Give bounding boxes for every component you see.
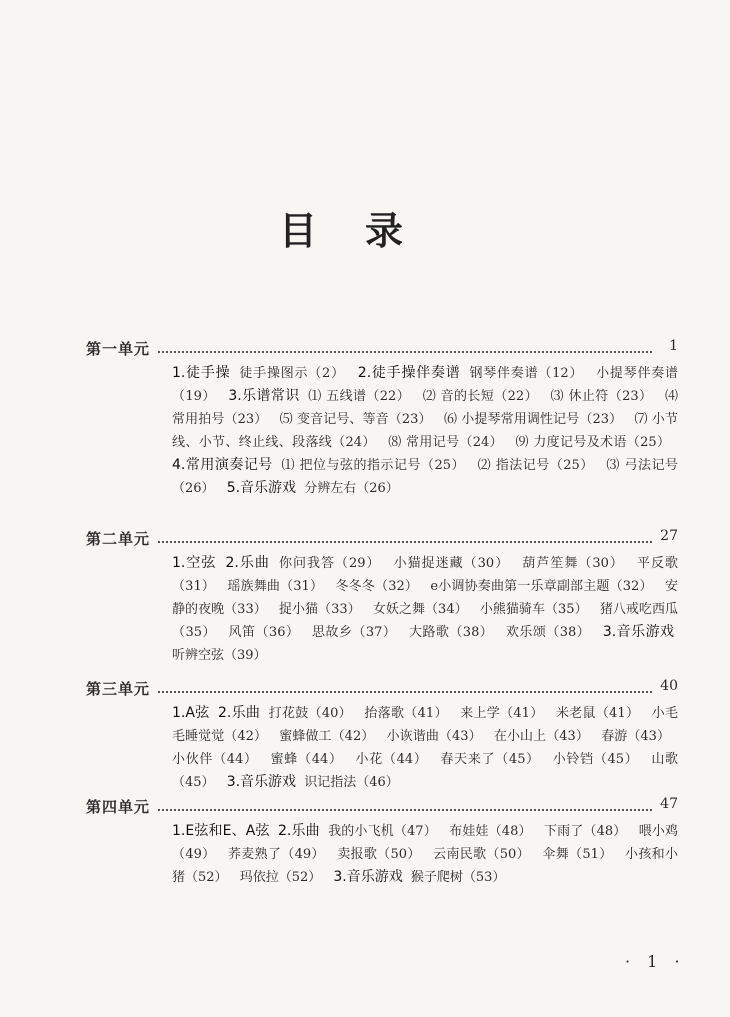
toc-entry: 小诙谐曲（43）: [386, 729, 482, 744]
toc-entry: 荞麦熟了（49）: [227, 847, 325, 862]
toc-entry: 瑶族舞曲（31）: [227, 579, 324, 594]
leader-dots: [158, 541, 652, 543]
unit-1: [86, 338, 678, 500]
toc-entry: 小花（44）: [355, 752, 428, 767]
toc-entry: 钢琴伴奏谱（12）: [469, 366, 584, 381]
toc-entry: 听辨空弦（39）: [172, 648, 267, 663]
toc-entry: ⑶ 弓法记号（26）: [172, 458, 678, 496]
unit-heading: [86, 528, 678, 550]
section-title: 1.A弦: [172, 705, 210, 721]
unit-name: 第四单元: [86, 798, 151, 816]
leader-dots: [158, 691, 652, 693]
toc-entry: 大路歌（38）: [408, 625, 494, 640]
toc-entry: ⑵ 指法记号（25）: [477, 458, 594, 473]
section-title: 2.乐曲: [217, 705, 261, 721]
toc-entry: 小毛毛睡觉觉（42）: [172, 706, 679, 744]
unit-heading: [86, 338, 678, 360]
section-title: 5.音乐游戏: [226, 480, 297, 496]
unit-page-number: 47: [660, 796, 678, 812]
section-title: 1.E弦和E、A弦: [172, 823, 270, 839]
toc-entry: 山歌（45）: [172, 752, 679, 790]
toc-entry: ⑼ 力度记号及术语（25）: [515, 435, 670, 450]
unit-page-number: 1: [669, 338, 678, 354]
toc-entry: 识记指法（46）: [304, 775, 399, 790]
toc-entry: 安静的夜晚（33）: [172, 579, 678, 617]
toc-entry: ⑴ 五线谱（22）: [308, 389, 411, 404]
toc-entry: 猴子爬树（53）: [410, 870, 506, 885]
toc-entry: 徒手操图示（2）: [239, 366, 345, 381]
toc-entry: 米老鼠（41）: [555, 706, 640, 721]
unit-2: [86, 528, 678, 667]
toc-entry: 思故乡（37）: [312, 625, 397, 640]
toc-entry: 玛依拉（52）: [239, 870, 322, 885]
toc-entry: 小熊猫骑车（35）: [479, 602, 588, 617]
toc-entry: 风笛（36）: [228, 625, 300, 640]
section-title: 1.空弦: [172, 555, 217, 571]
section-title: 3.音乐游戏: [226, 774, 297, 790]
toc-entry: 分辨左右（26）: [304, 481, 399, 496]
toc-entry: 小孩和小猪（52）: [172, 847, 678, 885]
toc-entry: 蜜蜂做工（42）: [279, 729, 375, 744]
toc-entry: ⑸ 变音记号、等音（23）: [279, 412, 432, 427]
page-title: 目录: [278, 209, 451, 253]
toc-entry: ⑵ 音的长短（22）: [422, 389, 538, 404]
toc-entry: ⑺ 小节线、小节、终止线、段落线（24）: [172, 412, 678, 450]
toc-entry: 欢乐颂（38）: [505, 625, 591, 640]
unit-name: 第二单元: [86, 530, 151, 548]
toc-entry: 捉小猫（33）: [278, 602, 361, 617]
unit-contents: [172, 552, 678, 667]
toc-entry: 猪八戒吃西瓜（35）: [172, 602, 678, 640]
toc-entry: 卖报歌（50）: [337, 847, 421, 862]
toc-entry: 平反歌（31）: [172, 556, 679, 594]
unit-heading: [86, 796, 678, 818]
section-title: 1.徒手操: [172, 365, 231, 381]
toc-entry: 葫芦笙舞（30）: [522, 556, 624, 571]
toc-entry: 小提琴伴奏谱（19）: [172, 366, 679, 404]
section-title: 4.常用演奏记号: [172, 457, 273, 473]
section-title: 2.乐曲: [225, 555, 270, 571]
toc-entry: 小伙伴（44）: [172, 752, 258, 767]
unit-contents: [172, 820, 678, 889]
toc-entry: 女妖之舞（34）: [372, 602, 468, 617]
section-title: 3.音乐游戏: [333, 869, 403, 885]
page-number-footer: · 1 ·: [625, 952, 686, 971]
toc-entry: 冬冬冬（32）: [335, 579, 419, 594]
toc-entry: 来上学（41）: [460, 706, 544, 721]
section-title: 3.乐谱常识: [228, 388, 300, 404]
toc-entry: ⑻ 常用记号（24）: [388, 435, 504, 450]
toc-entry: 你问我答（29）: [279, 556, 381, 571]
unit-contents: [172, 702, 678, 794]
toc-entry: 喂小鸡（49）: [172, 824, 679, 862]
toc-entry: ⑴ 把位与弦的指示记号（25）: [281, 458, 466, 473]
unit-page-number: 27: [660, 528, 678, 544]
toc-entry: 抬落歌（41）: [364, 706, 448, 721]
section-title: 2.乐曲: [278, 823, 320, 839]
unit-name: 第一单元: [86, 340, 151, 358]
section-title: 2.徒手操伴奏谱: [357, 365, 461, 381]
toc-entry: 春天来了（45）: [440, 752, 540, 767]
unit-contents: [172, 362, 678, 500]
toc-entry: 我的小飞机（47）: [328, 824, 437, 839]
toc-entry: 布娃娃（48）: [449, 824, 532, 839]
toc-entry: ⑶ 休止符（23）: [550, 389, 653, 404]
toc-entry: 小铃铛（45）: [552, 752, 639, 767]
leader-dots: [158, 809, 652, 811]
toc-entry: 伞舞（51）: [542, 847, 613, 862]
toc-entry: 在小山上（43）: [493, 729, 589, 744]
unit-name: 第三单元: [86, 680, 151, 698]
unit-4: [86, 796, 678, 889]
toc-entry: ⑹ 小提琴常用调性记号（23）: [443, 412, 623, 427]
toc-entry: 蜜蜂（44）: [270, 752, 343, 767]
toc-entry: 打花鼓（40）: [268, 706, 352, 721]
toc-entry: 小猫捉迷藏（30）: [393, 556, 510, 571]
toc-entry: 春游（43）: [601, 729, 671, 744]
toc-entry: ⑷ 常用拍号（23）: [172, 389, 679, 427]
section-title: 3.音乐游戏: [602, 624, 675, 640]
toc-entry: 云南民歌（50）: [433, 847, 530, 862]
unit-heading: [86, 678, 678, 700]
toc-entry: e小调协奏曲第一乐章副部主题（32）: [430, 579, 653, 594]
unit-3: [86, 678, 678, 794]
leader-dots: [158, 351, 652, 353]
toc-entry: 下雨了（48）: [543, 824, 627, 839]
unit-page-number: 40: [660, 678, 678, 694]
